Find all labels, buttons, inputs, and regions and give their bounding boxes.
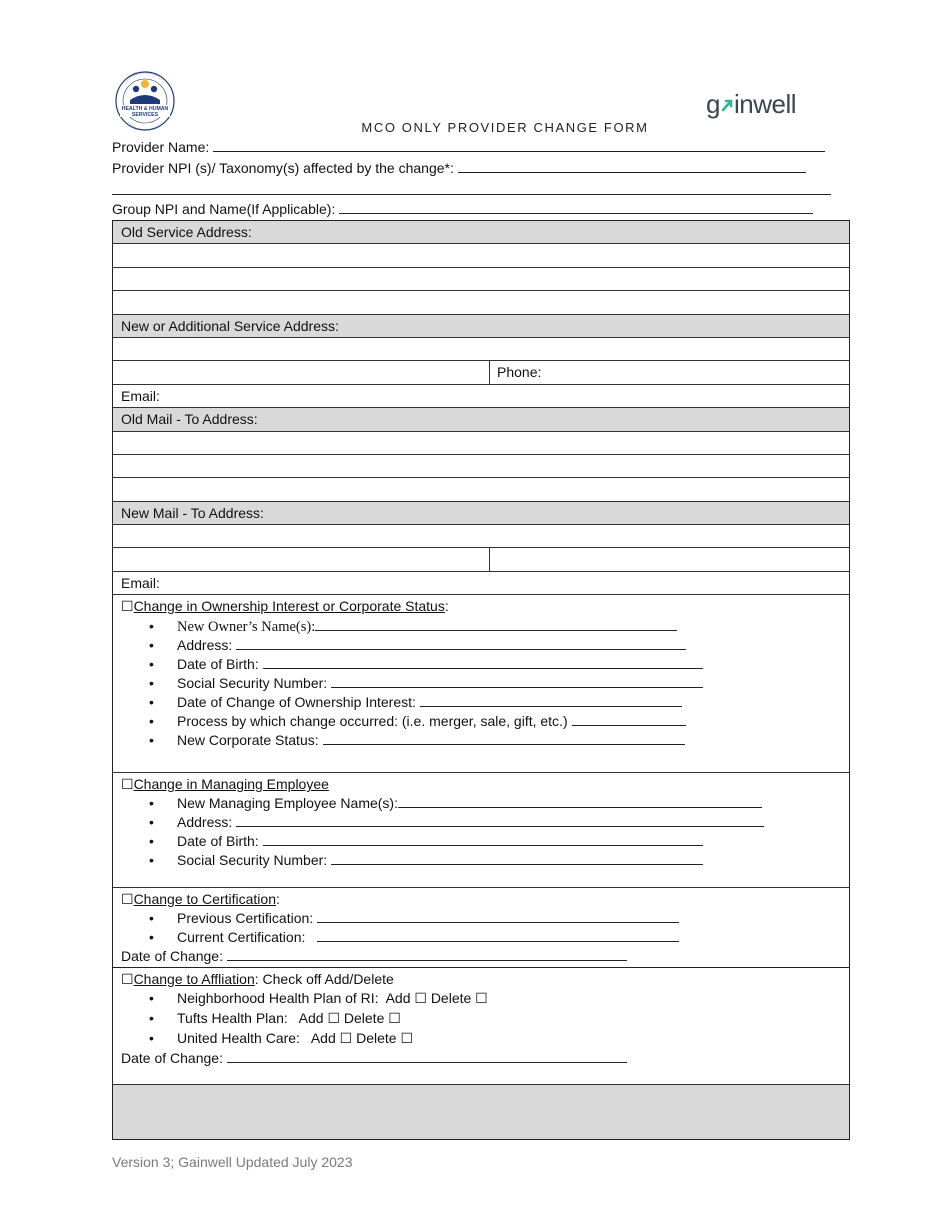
change-form-table (112, 220, 850, 1140)
new-corporate-status-field[interactable]: • New Corporate Status: (149, 731, 703, 750)
current-certification-field[interactable]: • Current Certification: (149, 928, 679, 947)
ownership-colon: : (444, 598, 449, 615)
group-npi-label: Group NPI and Name(If Applicable): (112, 201, 336, 217)
certification-section (113, 888, 849, 968)
phone-label: Phone: (497, 364, 542, 381)
form-title: MCO ONLY PROVIDER CHANGE FORM (361, 120, 649, 135)
new-mail-address-line-2[interactable] (113, 548, 849, 571)
managing-employee-fields-list (149, 794, 764, 870)
affiliation-plan-list (149, 989, 488, 1049)
managing-employee-dob-field[interactable]: • Date of Birth: (149, 832, 764, 851)
ownership-checkbox[interactable]: ☐ (121, 598, 134, 615)
old-mail-address-line-1[interactable] (113, 432, 849, 455)
email-row-2[interactable] (113, 572, 849, 595)
owner-ssn-field[interactable]: • Social Security Number: (149, 674, 703, 693)
provider-name-field[interactable] (112, 138, 825, 155)
old-mail-address-header (113, 408, 849, 431)
certification-checkbox[interactable]: ☐ (121, 891, 134, 908)
bottom-gray-block (113, 1085, 849, 1139)
provider-npi-field[interactable] (112, 159, 806, 176)
email-label-2: Email: (121, 574, 160, 591)
affiliation-date-field[interactable]: Date of Change: (121, 1049, 627, 1066)
new-owner-name-field[interactable]: • New Owner’s Name(s): (149, 617, 703, 636)
version-footer: Version 3; Gainwell Updated July 2023 (112, 1154, 353, 1170)
provider-npi-line-2 (112, 181, 831, 195)
managing-employee-ssn-field[interactable]: • Social Security Number: (149, 851, 764, 870)
managing-employee-name-field[interactable]: • New Managing Employee Name(s): (149, 794, 764, 813)
old-service-address-line-1[interactable] (113, 244, 849, 267)
old-service-address-header (113, 221, 849, 244)
certification-colon: : (275, 891, 280, 908)
column-divider (489, 548, 490, 570)
ownership-change-section (113, 595, 849, 773)
new-service-address-line-2[interactable] (113, 361, 849, 384)
affiliation-checkbox[interactable]: ☐ (121, 971, 134, 988)
uhc-add-delete[interactable]: • United Health Care: Add ☐ Delete ☐ (149, 1029, 488, 1049)
svg-text:HEALTH & HUMAN: HEALTH & HUMAN (121, 106, 169, 112)
email-label: Email: (121, 387, 160, 404)
managing-employee-section (113, 773, 849, 888)
owner-dob-field[interactable]: • Date of Birth: (149, 655, 703, 674)
provider-name-label: Provider Name: (112, 139, 210, 155)
provider-name-line (213, 138, 825, 152)
new-mail-address-label: New Mail - To Address: (121, 504, 264, 521)
managing-employee-heading: Change in Managing Employee (133, 776, 329, 793)
group-npi-field[interactable] (112, 200, 813, 217)
svg-text:g: g (706, 89, 720, 119)
owner-address-field[interactable]: • Address: (149, 636, 703, 655)
old-mail-address-line-2[interactable] (113, 455, 849, 478)
certification-date-field[interactable]: Date of Change: (121, 947, 627, 964)
old-service-address-line-3[interactable] (113, 291, 849, 314)
tufts-add-delete[interactable]: • Tufts Health Plan: Add ☐ Delete ☐ (149, 1009, 488, 1029)
svg-text:SERVICES: SERVICES (131, 112, 159, 118)
nhpri-add-delete[interactable]: • Neighborhood Health Plan of RI: Add ☐ Delete ☐ (149, 989, 488, 1009)
old-mail-address-label: Old Mail - To Address: (121, 411, 258, 428)
provider-npi-continuation[interactable] (112, 181, 831, 198)
certification-heading: Change to Certification (133, 891, 276, 908)
new-mail-address-line-1[interactable] (113, 525, 849, 548)
affiliation-heading: Change to Affliation (133, 971, 255, 988)
new-service-address-label: New or Additional Service Address: (121, 317, 339, 334)
ownership-heading: Change in Ownership Interest or Corporate Status (133, 598, 445, 615)
provider-npi-label: Provider NPI (s)/ Taxonomy(s) affected by the change*: (112, 160, 454, 176)
provider-npi-line (458, 159, 806, 173)
new-service-address-header (113, 315, 849, 338)
new-mail-address-header (113, 502, 849, 525)
new-service-address-line-1[interactable] (113, 338, 849, 361)
affiliation-instruction: : Check off Add/Delete (254, 971, 394, 988)
ownership-fields-list (149, 617, 703, 750)
ownership-change-date-field[interactable]: • Date of Change of Ownership Interest: (149, 693, 703, 712)
old-mail-address-line-3[interactable] (113, 478, 849, 501)
change-process-field[interactable]: • Process by which change occurred: (i.e. merger, sale, gift, etc.) (149, 712, 703, 731)
column-divider (489, 361, 490, 383)
svg-text:inwell: inwell (734, 89, 797, 119)
group-npi-line (339, 200, 813, 214)
managing-employee-checkbox[interactable]: ☐ (121, 776, 134, 793)
affiliation-section (113, 968, 849, 1085)
gainwell-logo (706, 88, 816, 122)
email-row[interactable] (113, 385, 849, 408)
old-service-address-label: Old Service Address: (121, 224, 252, 240)
certification-fields-list (149, 909, 679, 947)
old-service-address-line-2[interactable] (113, 268, 849, 291)
managing-employee-address-field[interactable]: • Address: (149, 813, 764, 832)
previous-certification-field[interactable]: • Previous Certification: (149, 909, 679, 928)
